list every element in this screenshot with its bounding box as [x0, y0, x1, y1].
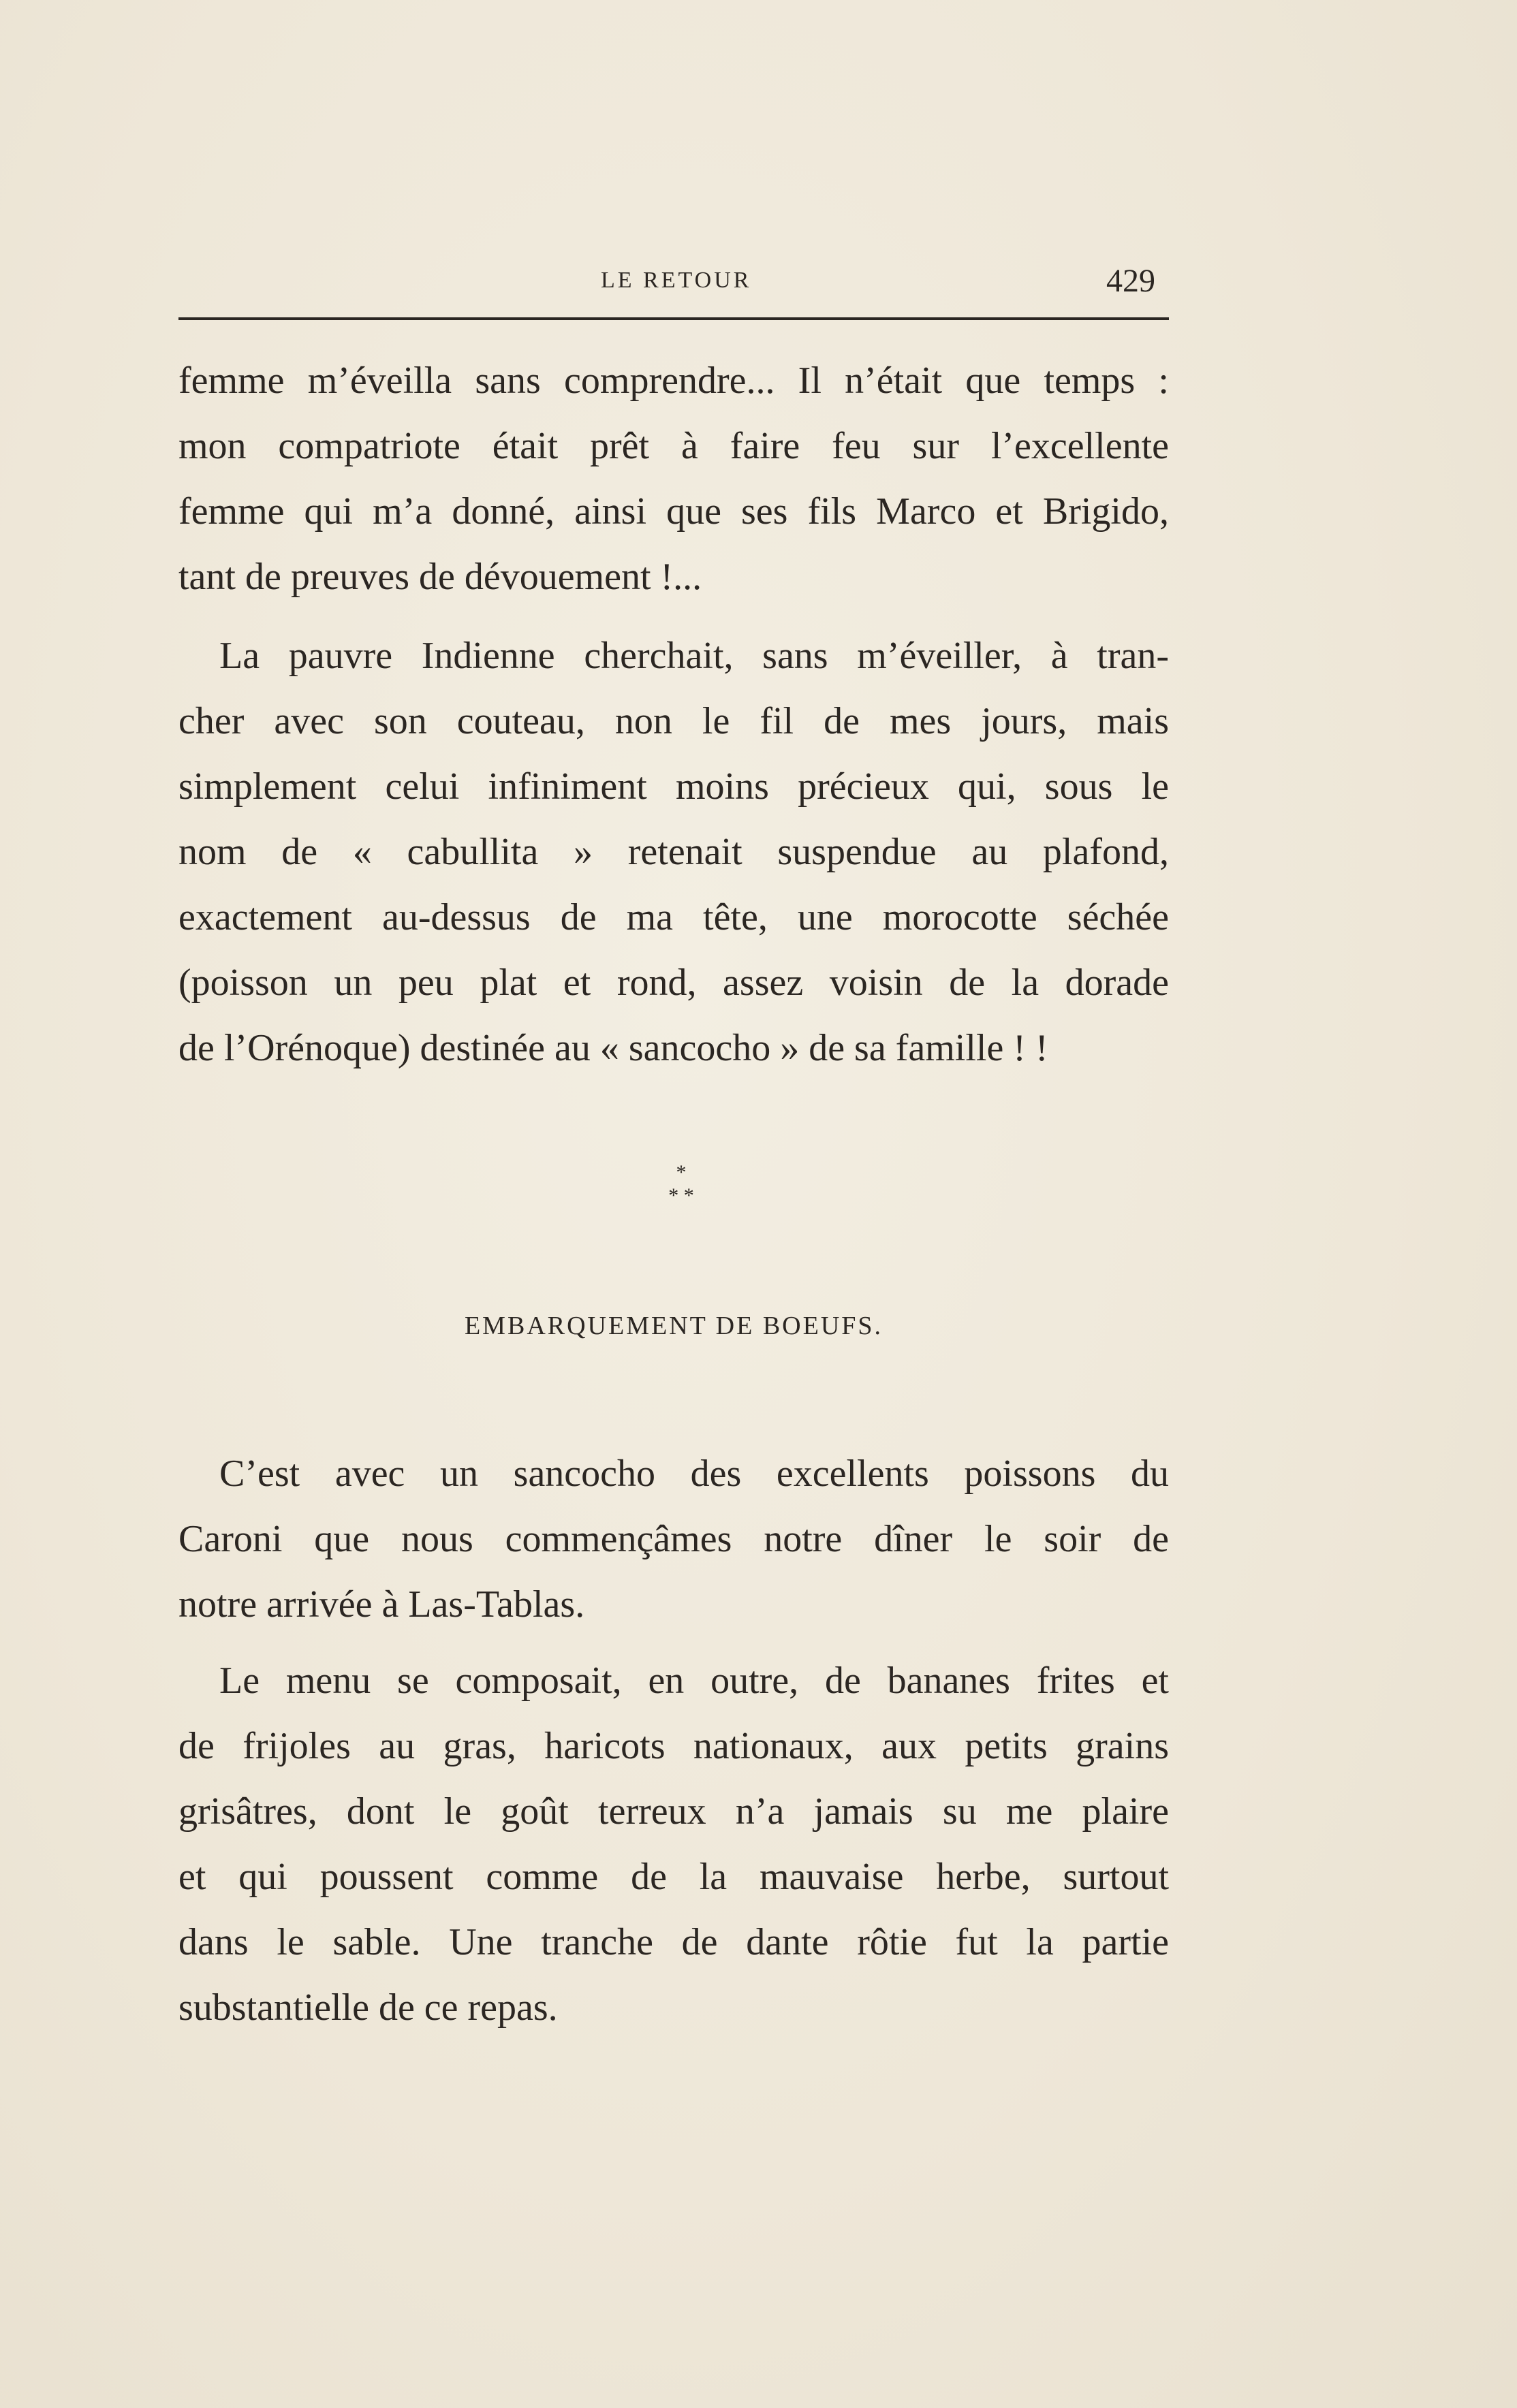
text-line: femme qui m’a donné, ainsi que ses fils Marco et Brigido, [178, 490, 1169, 533]
text-line: et qui poussent comme de la mauvaise herbe, surtout [178, 1856, 1169, 1898]
text-line: nom de « cabullita » retenait suspendue au plafond, [178, 831, 1169, 873]
text-line: Le menu se composait, en outre, de bananes frites et [219, 1660, 1169, 1702]
paragraph-1 [178, 348, 1169, 609]
text-line: Caroni que nous commençâmes notre dîner le soir de [178, 1518, 1169, 1560]
text-line: exactement au-dessus de ma tête, une morocotte séchée [178, 896, 1169, 938]
paragraph-2 [178, 623, 1169, 1081]
text-line: substantielle de ce repas. [178, 1986, 558, 2029]
text-line: femme m’éveilla sans comprendre... Il n’était que temps : [178, 360, 1169, 402]
text-line: La pauvre Indienne cherchait, sans m’éveiller, à tran- [219, 635, 1169, 677]
text-line: notre arrivée à Las-Tablas. [178, 1583, 585, 1626]
paragraph-4 [178, 1648, 1169, 2040]
page-header [178, 262, 1169, 303]
text-line: dans le sable. Une tranche de dante rôtie fut la partie [178, 1921, 1169, 1963]
text-line: grisâtres, dont le goût terreux n’a jamais su me plaire [178, 1790, 1169, 1833]
text-line: de l’Orénoque) destinée au « sancocho » de sa famille ! ! [178, 1027, 1048, 1069]
separator-star-top: * [676, 1161, 687, 1184]
text-line: (poisson un peu plat et rond, assez voisin de la dorade [178, 962, 1169, 1004]
text-line: C’est avec un sancocho des excellents poissons du [219, 1453, 1169, 1495]
separator-stars-bottom: * * [668, 1184, 694, 1207]
section-separator [640, 1161, 722, 1207]
running-title: LE RETOUR [601, 268, 752, 293]
page-number: 429 [1106, 263, 1155, 299]
header-rule [178, 317, 1169, 320]
text-line: cher avec son couteau, non le fil de mes jours, mais [178, 700, 1169, 742]
text-line: de frijoles au gras, haricots nationaux, aux petits grains [178, 1725, 1169, 1767]
paragraph-3 [178, 1441, 1169, 1637]
section-title: EMBARQUEMENT DE BOEUFS. [464, 1312, 883, 1340]
text-line: mon compatriote était prêt à faire feu sur l’excellente [178, 425, 1169, 467]
text-line: tant de preuves de dévouement !... [178, 556, 702, 598]
text-line: simplement celui infiniment moins précieux qui, sous le [178, 765, 1169, 808]
